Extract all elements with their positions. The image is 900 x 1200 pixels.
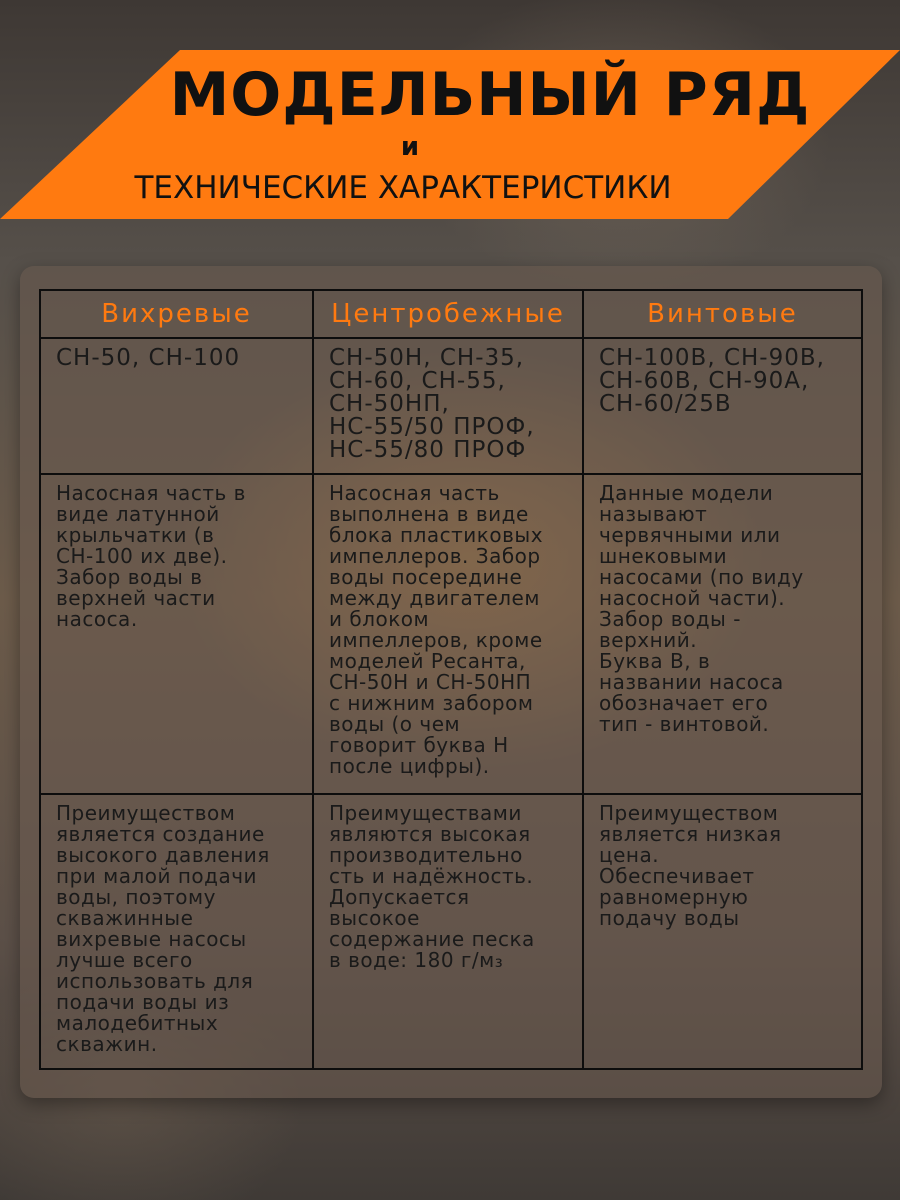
table-row-descriptions [40,474,862,794]
cell-models-vortex [40,338,313,474]
cell-adv-centrifugal [313,794,583,1069]
cell-desc-centrifugal [313,474,583,794]
column-header-vortex: Вихревые [40,290,313,338]
table-header-row [40,290,862,338]
header-banner [0,0,900,220]
title-connector: и [400,132,420,162]
table-row-models [40,338,862,474]
cell-models-screw [583,338,862,474]
desc-centrifugal-text: Насосная часть выполнена в виде блока пластиковых импеллеров. Забор воды посередине между двигателем и блоком импеллеров, кроме моделей Ресанта, СН-50Н и СН-50НП с нижним забором воды (о чем говорит буква Н после цифры). [329,481,544,779]
page-subtitle: ТЕХНИЧЕСКИЕ ХАРАКТЕРИСТИКИ [134,170,672,206]
cell-desc-screw [583,474,862,794]
adv-vortex-text: Преимуществом является создание высокого давления при малой подачи воды, поэтому скважинные вихревые насосы лучше всего использовать для подачи воды из малодебитных скважин. [56,801,270,1057]
table-row-advantages [40,794,862,1069]
models-table [39,289,863,1070]
cell-models-centrifugal [313,338,583,474]
models-screw-text: СН-100В, СН-90В, СН-60В, СН-90А, СН-60/25В [599,344,825,417]
column-header-screw: Винтовые [583,290,862,338]
adv-screw-text: Преимуществом является низкая цена. Обеспечивает равномерную подачу воды [599,801,782,931]
models-centrifugal-text: СН-50Н, СН-35, СН-60, СН-55, СН-50НП, НС-55/50 ПРОФ, НС-55/80 ПРОФ [329,344,535,463]
models-vortex-text: СН-50, СН-100 [56,344,241,371]
cell-adv-screw [583,794,862,1069]
cell-adv-vortex [40,794,313,1069]
cell-desc-vortex [40,474,313,794]
page-title: МОДЕЛЬНЫЙ РЯД [169,60,811,130]
desc-vortex-text: Насосная часть в виде латунной крыльчатки (в СН-100 их две). Забор воды в верхней части насоса. [56,481,246,632]
adv-centrifugal-text: Преимуществами являются высокая производительно сть и надёжность. Допускается высокое содержание песка в воде: 180 г/м₃ [329,801,535,973]
column-header-centrifugal: Центробежные [313,290,583,338]
desc-screw-text: Данные модели называют червячными или шнековыми насосами (по виду насосной части). Забор воды - верхний. Буква В, в названии насоса обозначает его тип - винтовой. [599,481,804,737]
